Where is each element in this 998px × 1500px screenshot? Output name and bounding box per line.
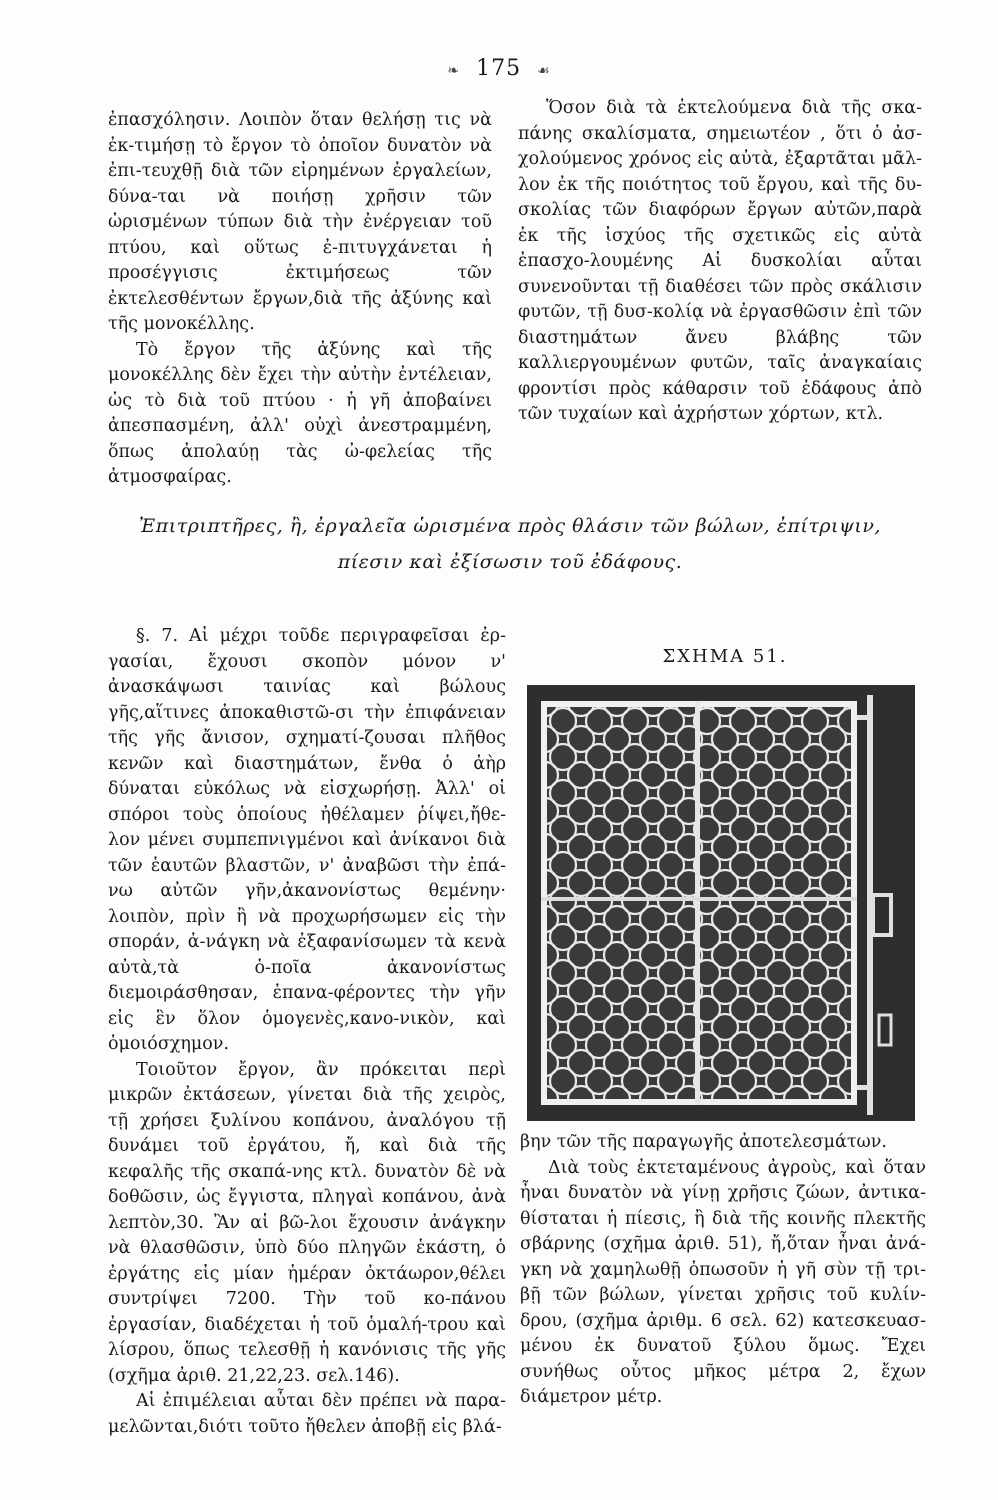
top-right-column xyxy=(518,96,922,428)
page-header xyxy=(0,56,998,81)
page-number: 175 xyxy=(476,56,522,81)
top-left-column xyxy=(108,108,492,491)
paragraph: Διὰ τοὺς ἐκτεταμένους ἀγροὺς, καὶ ὅταν ἦναι δυνατὸν νὰ γίνῃ χρῆσις ζώων, ἀντικα-θίσταται ἡ πίεσις, ἢ διὰ τῆς κοινῆς πλεκτῆς σβάρνης (σχῆμα ἀριθ. 51), ἤ,ὅταν ἦναι ἀνά-γκη νὰ χαμηλωθῇ ὁπωσοῦν ἡ γῆ σὺν τῇ τρι-βῇ τῶν βώλων, γίνεται χρῆσις τοῦ κυλίν-δρου, (σχῆμα ἀριθμ. 6 σελ. 62) κατεσκευασ-μένου ἐκ δυνατοῦ ξύλου ὅμως. Ἔχει συνήθως οὗτος μῆκος μέτρα 2, ἔχων διάμετρον μέτρ. xyxy=(520,1157,926,1407)
section-title-line-1: Ἐπιτριπτῆρες, ἢ, ἐργαλεῖα ὡρισμένα πρὸς θλάσιν τῶν βώλων, ἐπίτριψιν, xyxy=(139,515,881,537)
section-title-line-2: πίεσιν καὶ ἐξίσωσιν τοῦ ἐδάφους. xyxy=(337,551,683,573)
paragraph: βην τῶν τῆς παραγωγῆς ἀποτελεσμάτων. xyxy=(520,1132,887,1152)
harrow-figure-icon xyxy=(527,685,915,1121)
ornament-left-icon: ❧ xyxy=(447,63,461,79)
bottom-right-column xyxy=(520,1130,926,1411)
harrow-illustration xyxy=(527,685,915,1121)
bottom-left-column xyxy=(108,624,506,1440)
paragraph: Ὅσον διὰ τὰ ἐκτελούμενα διὰ τῆς σκα-πάνης σκαλίσματα, σημειωτέον , ὅτι ὁ ἀσ-χολούμενος χρόνος εἰς αὐτὰ, ἐξαρτᾶται μᾶλ-λον ἐκ τῆς ποιότητος τοῦ ἔργου, καὶ τῆς δυ-σκολίας τῶν διαφόρων ἔργων αὐτῶν,παρὰ ἐκ τῆς ἰσχύος τῆς σχετικῶς εἰς αὐτὰ ἐπασχο-λουμένης Αἱ δυσκολίαι αὗται συνενοῦνται τῇ διαθέσει τῶν πρὸς σκάλισιν φυτῶν, τῇ δυσ-κολίᾳ νὰ ἐργασθῶσιν ἐπὶ τῶν διαστημάτων ἄνευ βλάβης τῶν καλλιεργουμένων φυτῶν, ταῖς ἀναγκαίαις φροντίσι πρὸς κάθαρσιν τοῦ ἐδάφους ἀπὸ τῶν τυχαίων καὶ ἀχρήστων χόρτων, κτλ. xyxy=(518,98,922,424)
paragraph: Αἱ ἐπιμέλειαι αὗται δὲν πρέπει νὰ παρα-μελῶνται,διότι τοῦτο ἤθελεν ἀποβῇ εἰς βλά- xyxy=(108,1391,506,1437)
ornament-right-icon: ☙ xyxy=(537,63,551,79)
figure-caption: ΣΧΗΜΑ 51. xyxy=(662,646,788,667)
section-title xyxy=(130,508,890,580)
paragraph: §. 7. Αἱ μέχρι τοῦδε περιγραφεῖσαι ἐρ-γασίαι, ἔχουσι σκοπὸν μόνον ν' ἀνασκάψωσι ταινίας καὶ βώλους γῆς,αἵτινες ἀποκαθιστῶ-σι τὴν ἐπιφάνειαν τῆς γῆς ἄνισον, σχηματί-ζουσαι πλῆθος κενῶν καὶ διαστημάτων, ἔνθα ὁ ἀὴρ δύναται εὐκόλως νὰ εἰσχωρήσῃ. Ἀλλ' οἱ σπόροι τοὺς ὁποίους ἠθέλαμεν ῥίψει,ἤθε-λον μένει συμπεπνιγμένοι καὶ ἀνίκανοι διὰ τῶν ἑαυτῶν βλαστῶν, ν' ἀναβῶσι τὴν ἐπά-νω αὐτῶν γῆν,ἀκανονίστως θεμένην· λοιπὸν, πρὶν ἢ νὰ προχωρήσωμεν εἰς τὴν σποράν, ἀ-νάγκη νὰ ἐξαφανίσωμεν τὰ κενὰ αὐτὰ,τὰ ὁ-ποῖα ἀκανονίστως διεμοιράσθησαν, ἐπανα-φέροντες τὴν γῆν εἰς ἓν ὅλον ὁμογενὲς,κανο-νικὸν, καὶ ὁμοιόσχημον. xyxy=(108,626,506,1054)
paragraph: Τὸ ἔργον τῆς ἀξύνης καὶ τῆς μονοκέλλης δὲν ἔχει τὴν αὐτὴν ἐντέλειαν, ὡς τὸ διὰ τοῦ πτύου · ἡ γῆ ἀποβαίνει ἀπεσπασμένη, ἀλλ' οὐχὶ ἀνεστραμμένη, ὅπως ἀπολαύῃ τὰς ὠ-φελείας τῆς ἀτμοσφαίρας. xyxy=(108,339,492,487)
paragraph: ἐπασχόλησιν. Λοιπὸν ὅταν θελήσῃ τις νὰ ἐκ-τιμήσῃ τὸ ἔργον τὸ ὁποῖον δυνατὸν νὰ ἐπι-τευχθῇ διὰ τῶν εἰρημένων ἐργαλείων, δύνα-ται νὰ ποιήσῃ χρῆσιν τῶν ὡρισμένων τύπων διὰ τὴν ἐνέργειαν τοῦ πτύου, καὶ οὕτως ἐ-πιτυγχάνεται ἡ προσέγγισις ἐκτιμήσεως τῶν ἐκτελεσθέντων ἔργων,διὰ τῆς ἀξύνης καὶ τῆς μονοκέλλης. xyxy=(108,110,492,334)
paragraph: Τοιοῦτον ἔργον, ἂν πρόκειται περὶ μικρῶν ἐκτάσεων, γίνεται διὰ τῆς χειρὸς, τῇ χρήσει ξυλίνου κοπάνου, ἀναλόγου τῇ δυνάμει τοῦ ἐργάτου, ἤ, καὶ διὰ τῆς κεφαλῆς τῆς σκαπά-νης κτλ. δυνατὸν δὲ νὰ δοθῶσιν, ὡς ἔγγιστα, πληγαὶ κοπάνου, ἀνὰ λεπτὸν,30. Ἂν αἱ βῶ-λοι ἔχουσιν ἀνάγκην νὰ θλασθῶσιν, ὑπὸ δύο πληγῶν ἑκάστη, ὁ ἐργάτης εἰς μίαν ἡμέραν ὀκτάωρον,θέλει συντρίψει 7200. Τὴν τοῦ κο-πάνου ἐργασίαν, διαδέχεται ἡ τοῦ ὁμαλή-τρου καὶ λίσρου, ὅπως τελεσθῇ ἡ κανόνισις τῆς γῆς (σχῆμα ἀριθ. 21,22,23. σελ.146). xyxy=(108,1059,506,1386)
